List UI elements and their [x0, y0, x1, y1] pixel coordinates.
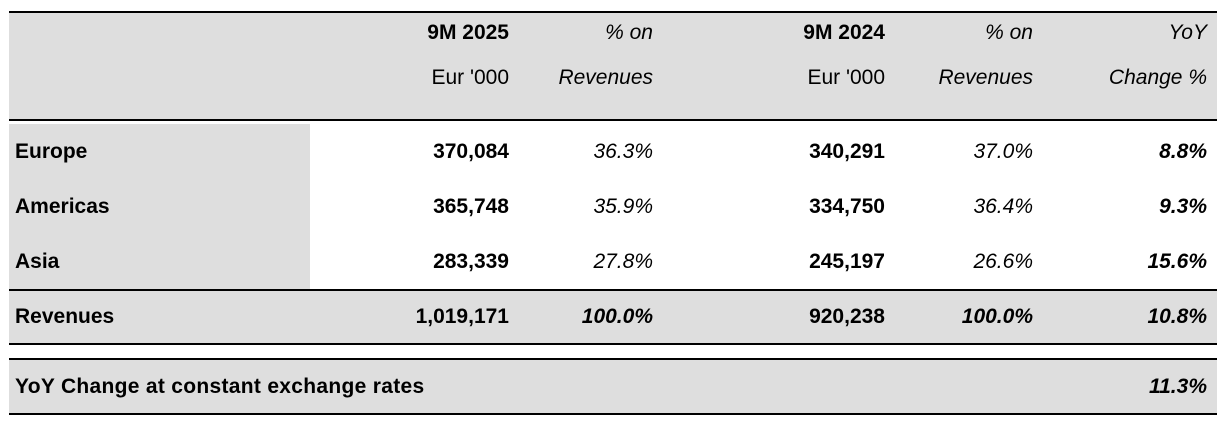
table-row-asia	[9, 234, 1217, 289]
revenue-by-region-table	[9, 11, 1217, 415]
table-row-americas	[9, 179, 1217, 234]
row-label: Revenues	[15, 305, 115, 328]
pct-2024: 26.6%	[973, 249, 1033, 273]
pct-2025: 100.0%	[581, 305, 653, 328]
value-9m-2024: 340,291	[809, 139, 885, 163]
yoy-change-constant-fx: 11.3%	[1149, 374, 1207, 398]
header-revenues-2025: Revenues	[558, 66, 653, 89]
header-yoy: YoY	[1168, 21, 1207, 44]
table-row-constant-fx	[9, 358, 1217, 415]
header-pct-on-2024: % on	[985, 21, 1033, 44]
table-row-europe	[9, 124, 1217, 179]
value-9m-2025: 365,748	[433, 194, 509, 218]
table-header	[9, 11, 1217, 121]
yoy-change: 15.6%	[1147, 249, 1207, 273]
row-label: Europe	[9, 124, 310, 179]
value-9m-2024: 245,197	[809, 249, 885, 273]
table-row-total-revenues	[9, 289, 1217, 345]
pct-2025: 27.8%	[593, 249, 653, 273]
pct-2024: 100.0%	[961, 305, 1033, 328]
pct-2024: 36.4%	[973, 194, 1033, 218]
value-9m-2025: 1,019,171	[415, 305, 509, 328]
pct-2024: 37.0%	[973, 139, 1033, 163]
yoy-change: 9.3%	[1159, 194, 1207, 218]
header-9m-2025: 9M 2025	[427, 21, 509, 44]
value-9m-2025: 283,339	[433, 249, 509, 273]
value-9m-2024: 334,750	[809, 194, 885, 218]
yoy-change: 10.8%	[1147, 305, 1207, 328]
row-label: Asia	[9, 234, 310, 289]
value-9m-2025: 370,084	[433, 139, 509, 163]
value-9m-2024: 920,238	[809, 305, 885, 328]
row-label: YoY Change at constant exchange rates	[15, 374, 425, 398]
header-pct-on-2025: % on	[605, 21, 653, 44]
header-9m-2024: 9M 2024	[803, 21, 885, 44]
pct-2025: 36.3%	[593, 139, 653, 163]
pct-2025: 35.9%	[593, 194, 653, 218]
header-change-pct: Change %	[1108, 66, 1207, 89]
header-9m-2025-unit: Eur '000	[431, 66, 509, 89]
header-9m-2024-unit: Eur '000	[807, 66, 885, 89]
header-revenues-2024: Revenues	[938, 66, 1033, 89]
yoy-change: 8.8%	[1159, 139, 1207, 163]
row-label: Americas	[9, 179, 310, 234]
